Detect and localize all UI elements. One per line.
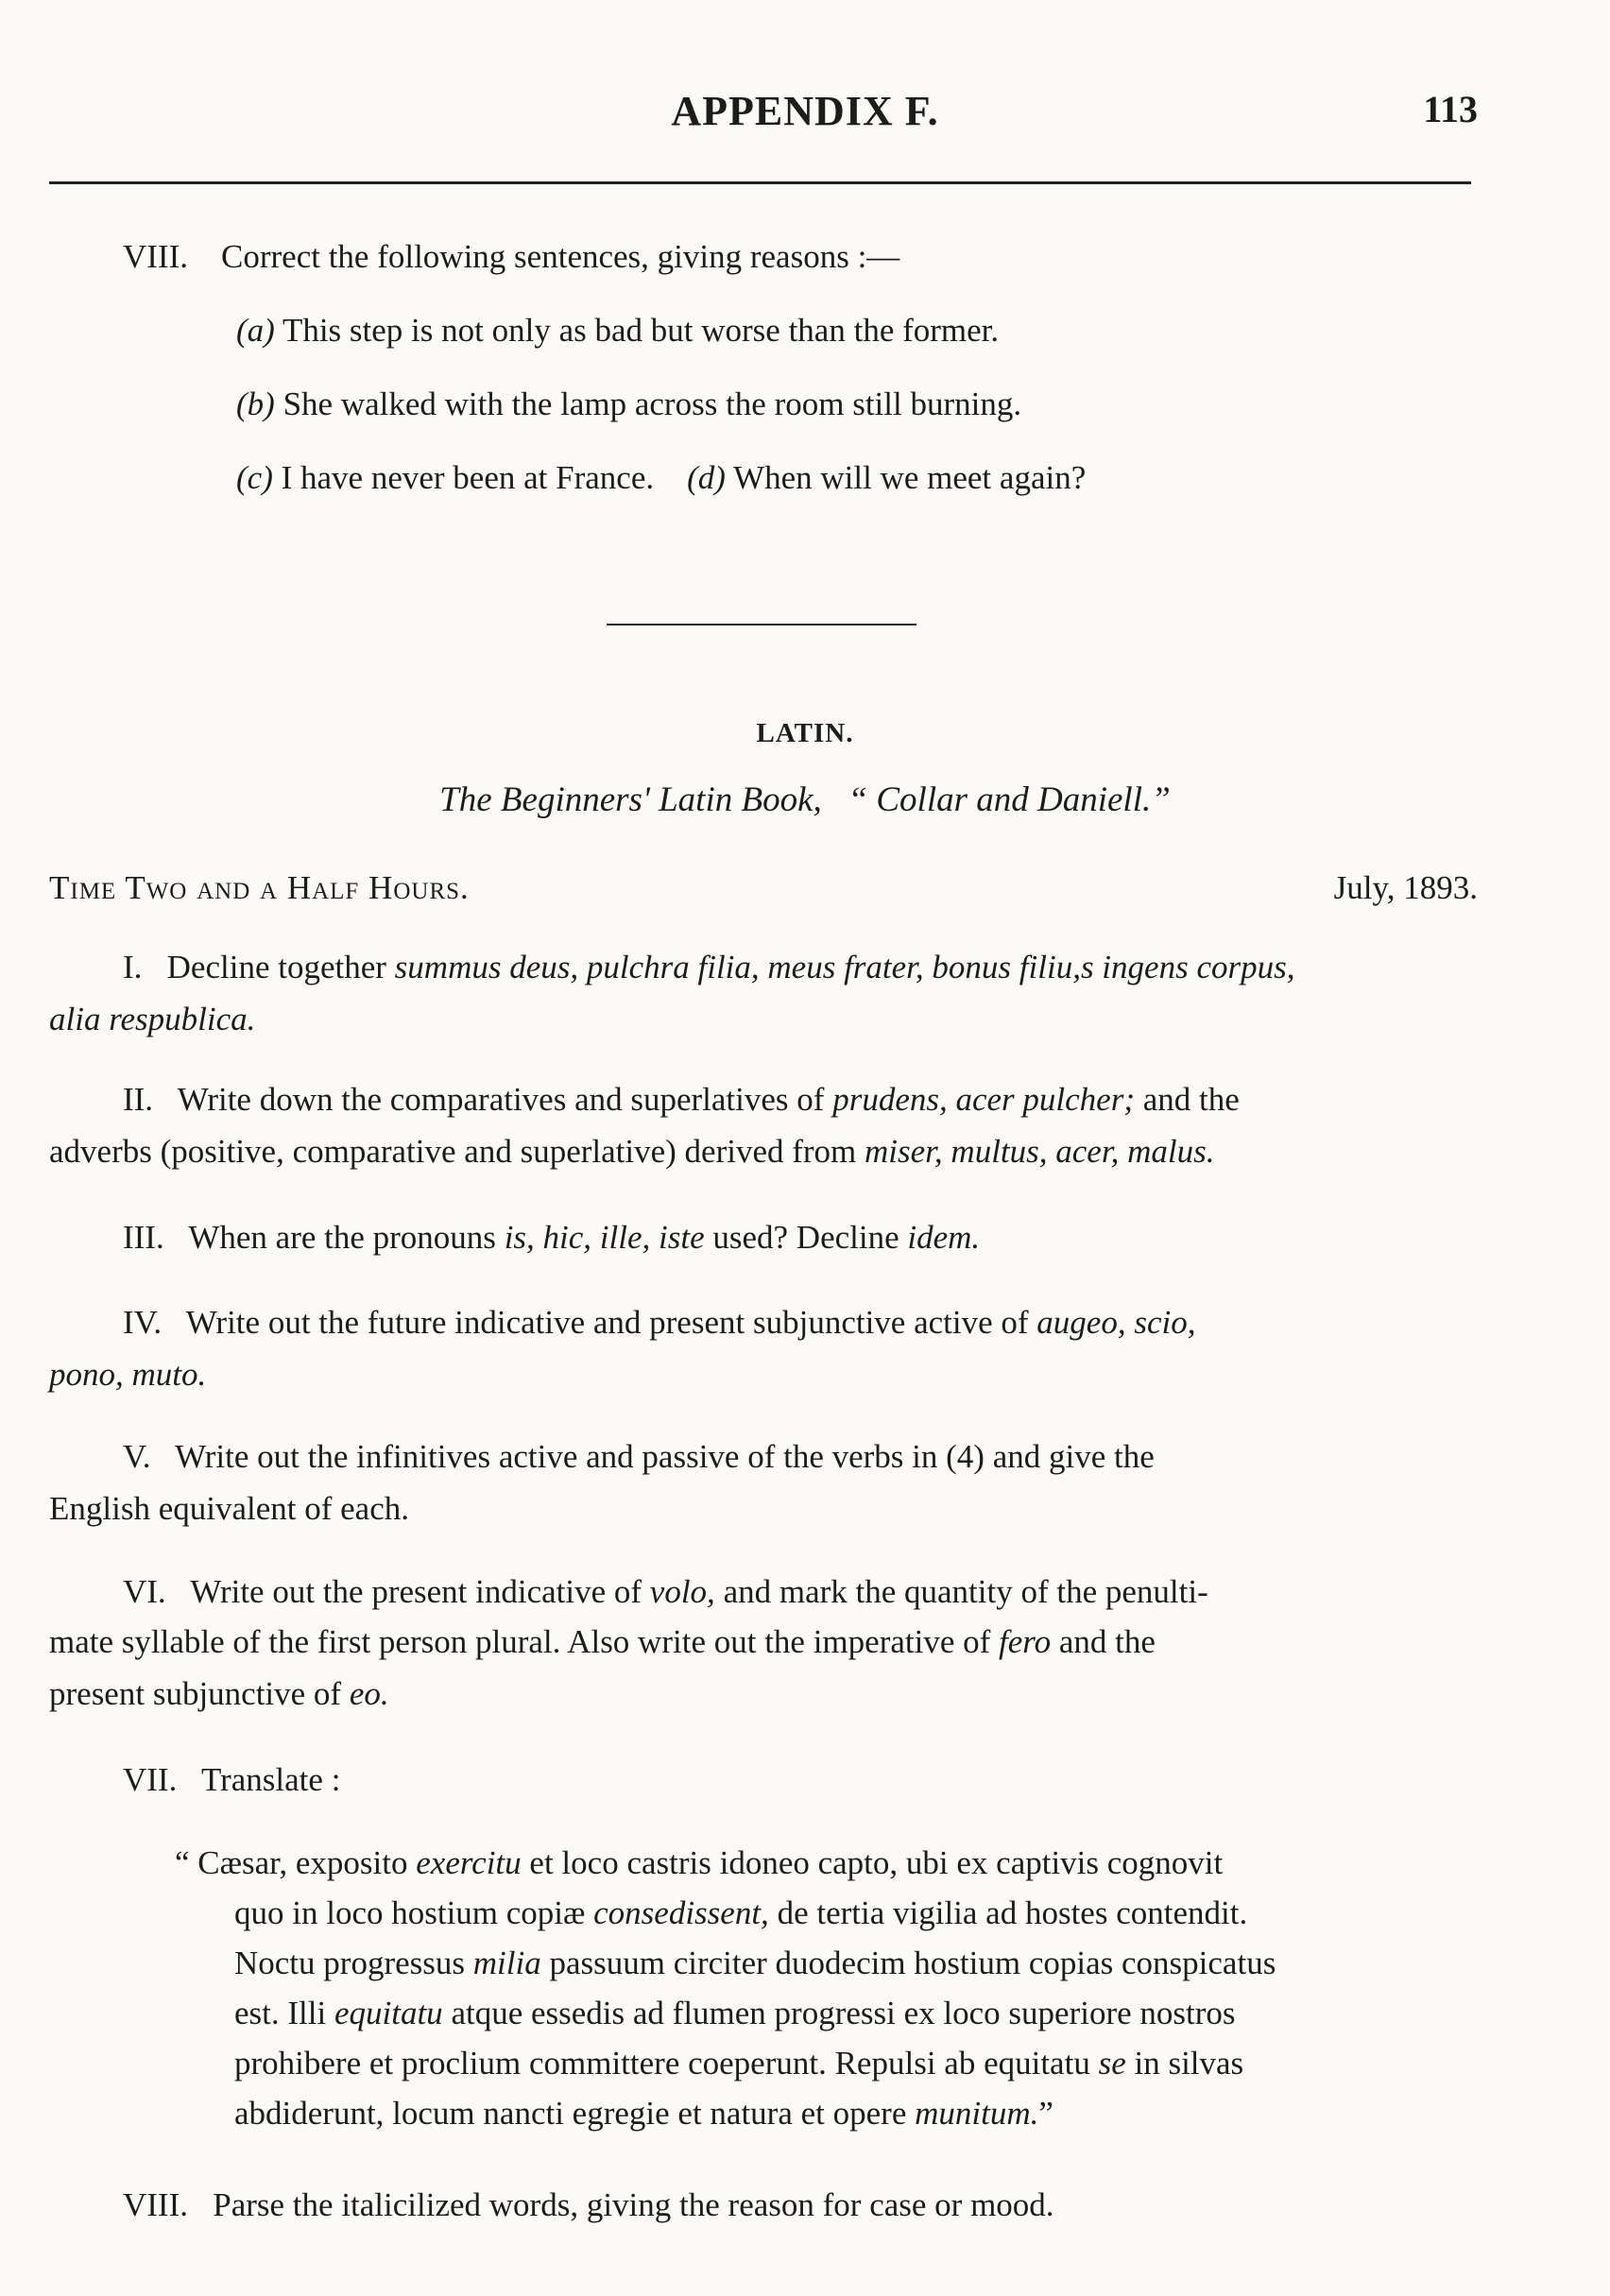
question-text: Correct the following sentences, giving reasons :—	[221, 238, 900, 275]
question-text: Write out the infinitives active and passive of the verbs in (4) and give the	[175, 1438, 1155, 1475]
passage-text: quo in loco hostium copiæ	[234, 1894, 594, 1931]
item-label: (b)	[236, 386, 275, 422]
latin-question-6	[123, 1571, 1208, 1613]
question-text: adverbs (positive, comparative and superlative) derived from	[49, 1133, 857, 1170]
question-number: I.	[123, 949, 143, 985]
italic-words: consedissent,	[593, 1894, 769, 1931]
exam-time: Time Two and a Half Hours.	[49, 869, 470, 906]
passage-text: Noctu progressus	[234, 1945, 473, 1981]
italic-words: volo,	[649, 1573, 715, 1610]
latin-question-8	[123, 2185, 1054, 2226]
latin-question-3	[123, 1217, 980, 1259]
passage-text: et loco castris idoneo capto, ubi ex captivis cognovit	[521, 1844, 1224, 1881]
italic-words: milia	[472, 1945, 541, 1981]
latin-question-4	[123, 1302, 1195, 1344]
question-text: and the	[1058, 1623, 1156, 1660]
italic-words: miser, multus, acer, malus.	[865, 1133, 1215, 1170]
english-question-8	[123, 236, 899, 278]
italic-words: equitatu	[334, 1995, 443, 2031]
latin-heading: LATIN.	[756, 718, 854, 748]
italic-words: exercitu	[416, 1844, 522, 1881]
italic-words: summus deus, pulchra filia, meus frater, bonus filiu,s ingens corpus,	[394, 949, 1295, 985]
question-text: Translate :	[200, 1761, 341, 1798]
question-number: V.	[123, 1438, 151, 1475]
italic-words: eo.	[349, 1675, 389, 1712]
latin-question-6-cont	[49, 1621, 1156, 1663]
latin-question-4-cont	[49, 1354, 206, 1396]
latin-question-2-cont	[49, 1131, 1214, 1173]
passage-line	[175, 2043, 1276, 2093]
italic-words: augeo, scio,	[1036, 1304, 1196, 1341]
latin-question-7	[123, 1759, 340, 1801]
passage-line	[175, 1943, 1276, 1993]
item-label: (a)	[236, 312, 275, 349]
passage-text: de tertia vigilia ad hostes contendit.	[768, 1894, 1248, 1931]
header-rule	[49, 181, 1471, 184]
passage-text: atque essedis ad flumen progressi ex loco superiore nostros	[442, 1995, 1236, 2031]
sentence-b	[236, 384, 1021, 425]
latin-question-6-cont2	[49, 1673, 389, 1715]
italic-words: prudens, acer pulcher;	[832, 1081, 1135, 1118]
item-text: This step is not only as bad but worse than the former.	[282, 312, 1000, 349]
question-text: and the	[1142, 1081, 1240, 1118]
question-number: VIII.	[123, 2186, 188, 2223]
book-reference	[0, 780, 1610, 821]
passage-line	[175, 1893, 1276, 1943]
italic-words: pono, muto.	[49, 1356, 207, 1393]
latin-question-1	[123, 947, 1294, 988]
passage-text: “ Cæsar, exposito	[175, 1844, 417, 1881]
question-text: Write out the present indicative of	[190, 1573, 642, 1610]
question-text: used? Decline	[712, 1219, 899, 1256]
item-text: She walked with the lamp across the room still burning.	[283, 386, 1022, 422]
page-number: 113	[1423, 88, 1478, 130]
section-divider	[607, 624, 916, 625]
italic-words: is, hic, ille, iste	[504, 1219, 705, 1256]
passage-text: prohibere et proclium committere coeperunt. Repulsi ab equitatu	[234, 2045, 1099, 2082]
passage-text: ”	[1038, 2095, 1053, 2132]
item-text: When will we meet again?	[733, 459, 1087, 496]
translation-passage	[175, 1842, 1276, 2143]
question-text: Write down the comparatives and superlatives of	[177, 1081, 825, 1118]
latin-question-1-cont	[49, 999, 255, 1040]
italic-words: idem.	[907, 1219, 981, 1256]
passage-text: abdiderunt, locum nancti egregie et natura et opere	[234, 2095, 916, 2132]
passage-line	[175, 1993, 1276, 2043]
passage-line	[175, 2093, 1276, 2143]
question-number: VI.	[123, 1573, 166, 1610]
passage-text: passuum circiter duodecim hostium copias conspicatus	[540, 1945, 1276, 1981]
page-title: APPENDIX F.	[671, 88, 939, 134]
italic-words: se	[1098, 2045, 1126, 2082]
question-text: and mark the quantity of the penulti-	[723, 1573, 1208, 1610]
question-text: Parse the italicilized words, giving the reason for case or mood.	[213, 2186, 1054, 2223]
sentence-a	[236, 310, 999, 351]
item-text: I have never been at France.	[281, 459, 655, 496]
question-text: English equivalent of each.	[49, 1490, 409, 1527]
question-text: Decline together	[166, 949, 386, 985]
sentence-c-d	[236, 457, 1086, 499]
latin-question-5-cont	[49, 1488, 409, 1530]
book-title: The Beginners' Latin Book,	[439, 780, 822, 819]
italic-words: alia respublica.	[49, 1001, 256, 1037]
question-number: II.	[123, 1081, 154, 1118]
passage-text: in silvas	[1125, 2045, 1244, 2082]
passage-text: est. Illi	[234, 1995, 334, 2031]
item-label: (c)	[236, 459, 273, 496]
question-text: When are the pronouns	[188, 1219, 496, 1256]
italic-words: fero	[999, 1623, 1052, 1660]
latin-question-5	[123, 1436, 1155, 1478]
book-authors: “ Collar and Daniell.”	[848, 780, 1171, 819]
question-number: III.	[123, 1219, 164, 1256]
question-text: present subjunctive of	[49, 1675, 342, 1712]
latin-question-2	[123, 1079, 1240, 1121]
question-text: Write out the future indicative and present subjunctive active of	[185, 1304, 1029, 1341]
italic-words: munitum.	[915, 2095, 1039, 2132]
question-number: IV.	[123, 1304, 163, 1341]
item-label: (d)	[687, 459, 726, 496]
passage-line	[175, 1842, 1276, 1893]
question-number: VII.	[123, 1761, 178, 1798]
exam-date: July, 1893.	[1333, 869, 1478, 906]
question-number: VIII.	[123, 238, 188, 275]
question-text: mate syllable of the first person plural. Also write out the imperative of	[49, 1623, 991, 1660]
